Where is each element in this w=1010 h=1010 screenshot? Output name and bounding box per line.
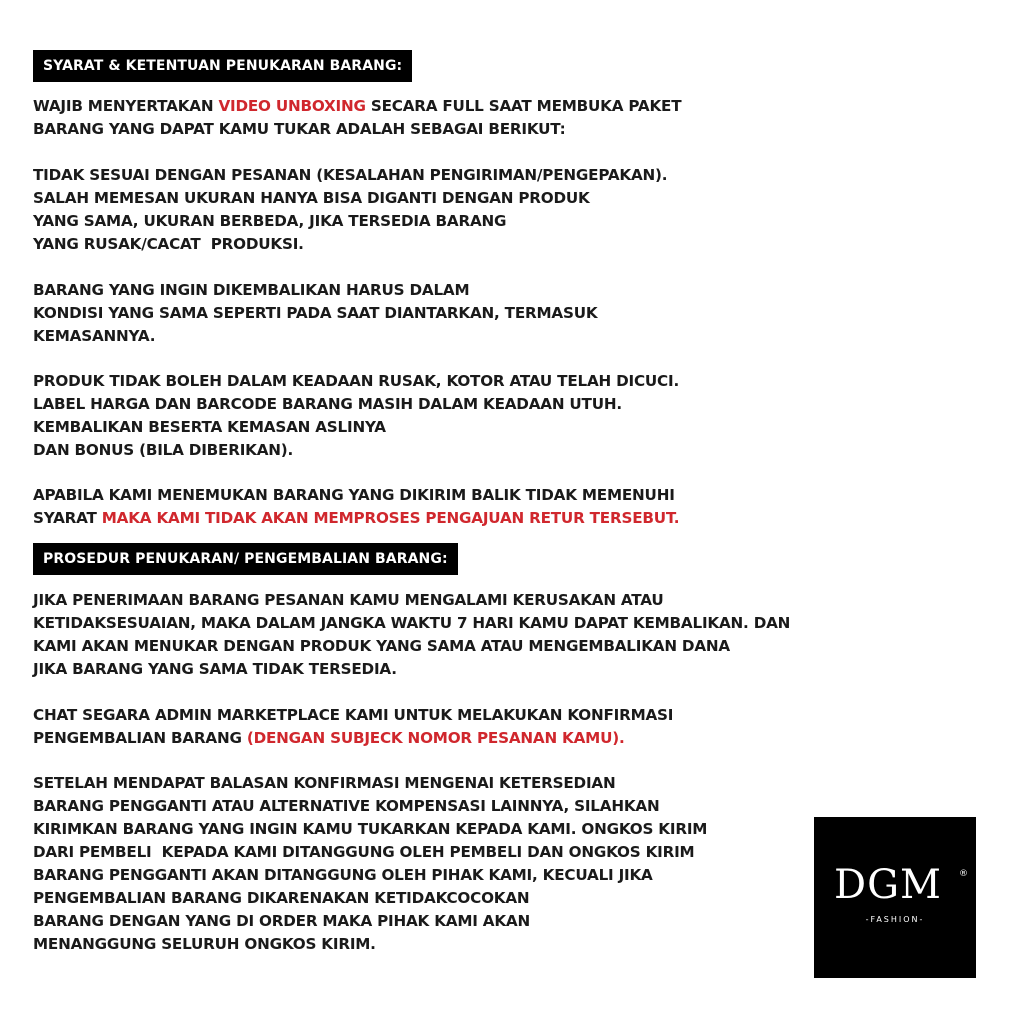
text-line: DARI PEMBELI KEPADA KAMI DITANGGUNG OLEH PEMBELI DAN ONGKOS KIRIM (33, 843, 695, 861)
video-unboxing-highlight: VIDEO UNBOXING (218, 97, 366, 115)
text-line: BARANG PENGGANTI ATAU ALTERNATIVE KOMPENSASI LAINNYA, SILAHKAN (33, 797, 660, 815)
text-line: BARANG DENGAN YANG DI ORDER MAKA PIHAK KAMI AKAN (33, 912, 530, 930)
text-line: TIDAK SESUAI DENGAN PESANAN (KESALAHAN PENGIRIMAN/PENGEPAKAN). (33, 166, 668, 184)
intro-line: WAJIB MENYERTAKAN VIDEO UNBOXING SECARA FULL SAAT MEMBUKA PAKET (33, 97, 682, 115)
terms-paragraph-2 (33, 279, 597, 348)
procedure-heading: PROSEDUR PENUKARAN/ PENGEMBALIAN BARANG: (33, 543, 458, 575)
terms-paragraph-4 (33, 484, 679, 530)
terms-heading: SYARAT & KETENTUAN PENUKARAN BARANG: (33, 50, 412, 82)
text-line: DAN BONUS (BILA DIBERIKAN). (33, 441, 294, 459)
text-line: YANG RUSAK/CACAT PRODUKSI. (33, 235, 304, 253)
text-line: PRODUK TIDAK BOLEH DALAM KEADAAN RUSAK, KOTOR ATAU TELAH DICUCI. (33, 372, 680, 390)
dgm-fashion-logo (814, 817, 976, 978)
procedure-paragraph-2 (33, 704, 673, 750)
text-line: SYARAT MAKA KAMI TIDAK AKAN MEMPROSES PENGAJUAN RETUR TERSEBUT. (33, 509, 680, 527)
text-line: PENGEMBALIAN BARANG DIKARENAKAN KETIDAKCOCOKAN (33, 889, 530, 907)
text-line: LABEL HARGA DAN BARCODE BARANG MASIH DALAM KEADAAN UTUH. (33, 395, 622, 413)
text-line: JIKA PENERIMAAN BARANG PESANAN KAMU MENGALAMI KERUSAKAN ATAU (33, 591, 664, 609)
text-line: KAMI AKAN MENUKAR DENGAN PRODUK YANG SAMA ATAU MENGEMBALIKAN DANA (33, 637, 730, 655)
text-line: APABILA KAMI MENEMUKAN BARANG YANG DIKIRIM BALIK TIDAK MEMENUHI (33, 486, 675, 504)
text-line: BARANG PENGGANTI AKAN DITANGGUNG OLEH PIHAK KAMI, KECUALI JIKA (33, 866, 653, 884)
text-line: SALAH MEMESAN UKURAN HANYA BISA DIGANTI DENGAN PRODUK (33, 189, 590, 207)
terms-paragraph-3 (33, 370, 679, 462)
text-line: KEMASANNYA. (33, 327, 156, 345)
logo-subtitle: -FASHION- (865, 915, 925, 924)
procedure-paragraph-1 (33, 589, 790, 681)
text-line: KEMBALIKAN BESERTA KEMASAN ASLINYA (33, 418, 386, 436)
terms-paragraph-1 (33, 164, 667, 256)
text-line: SETELAH MENDAPAT BALASAN KONFIRMASI MENGENAI KETERSEDIAN (33, 774, 616, 792)
text-line: BARANG YANG INGIN DIKEMBALIKAN HARUS DALAM (33, 281, 470, 299)
logo-wordmark: DGM (834, 862, 942, 908)
text-line: KETIDAKSESUAIAN, MAKA DALAM JANGKA WAKTU 7 HARI KAMU DAPAT KEMBALIKAN. DAN (33, 614, 791, 632)
text-line: CHAT SEGARA ADMIN MARKETPLACE KAMI UNTUK MELAKUKAN KONFIRMASI (33, 706, 674, 724)
text-line: PENGEMBALIAN BARANG (DENGAN SUBJECK NOMOR PESANAN KAMU). (33, 729, 625, 747)
registered-mark: ® (959, 869, 968, 879)
text-line: KONDISI YANG SAMA SEPERTI PADA SAAT DIANTARKAN, TERMASUK (33, 304, 598, 322)
intro-paragraph (33, 95, 681, 141)
text-line: JIKA BARANG YANG SAMA TIDAK TERSEDIA. (33, 660, 397, 678)
intro-line: BARANG YANG DAPAT KAMU TUKAR ADALAH SEBAGAI BERIKUT: (33, 120, 566, 138)
text-line: MENANGGUNG SELURUH ONGKOS KIRIM. (33, 935, 376, 953)
procedure-paragraph-3 (33, 772, 707, 956)
text-line: YANG SAMA, UKURAN BERBEDA, JIKA TERSEDIA BARANG (33, 212, 507, 230)
text-line: KIRIMKAN BARANG YANG INGIN KAMU TUKARKAN KEPADA KAMI. ONGKOS KIRIM (33, 820, 708, 838)
order-number-highlight: (DENGAN SUBJECK NOMOR PESANAN KAMU). (246, 729, 625, 747)
retur-warning-highlight: MAKA KAMI TIDAK AKAN MEMPROSES PENGAJUAN RETUR TERSEBUT. (101, 509, 680, 527)
